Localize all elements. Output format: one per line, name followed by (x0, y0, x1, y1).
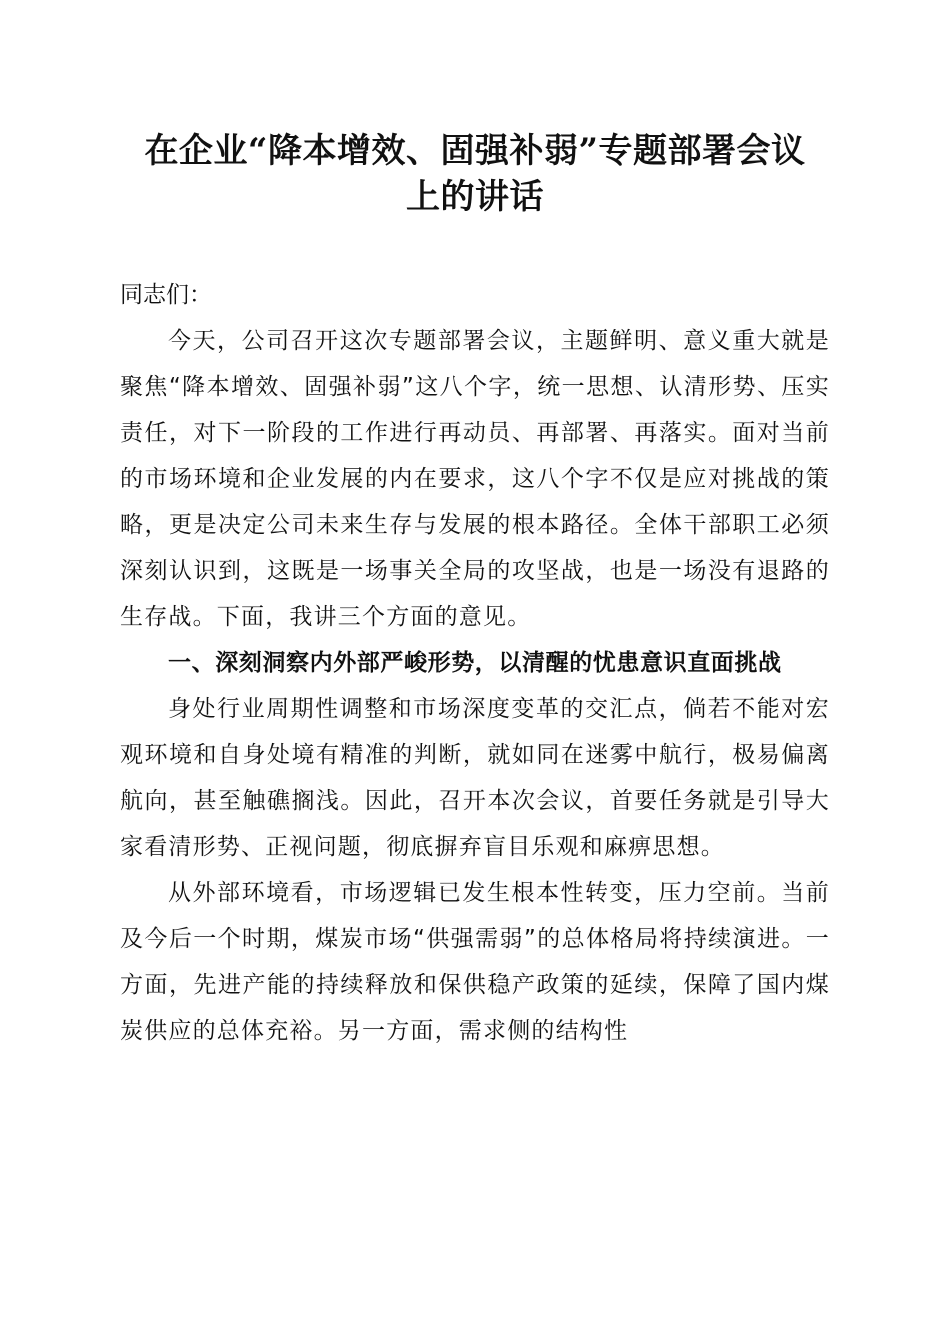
section-1-heading: 一、深刻洞察内外部严峻形势，以清醒的忧患意识直面挑战 (168, 650, 782, 676)
title-line-2: 上的讲话 (406, 177, 544, 217)
document-body (120, 272, 830, 1054)
title-line-1: 在企业“降本增效、固强补弱”专题部署会议 (144, 131, 806, 171)
section-1-paragraph-2: 从外部环境看，市场逻辑已发生根本性转变，压力空前。当前及今后一个时期，煤炭市场“供强需弱”的总体格局将持续演进。一方面，先进产能的持续释放和保供稳产政策的延续，保障了国内煤炭供应的总体充裕。另一方面，需求侧的结构性 (120, 880, 830, 1044)
document-title (120, 128, 830, 220)
section-1-paragraph-1: 身处行业周期性调整和市场深度变革的交汇点，倘若不能对宏观环境和自身处境有精准的判断，就如同在迷雾中航行，极易偏离航向，甚至触礁搁浅。因此，召开本次会议，首要任务就是引导大家看清形势、正视问题，彻底摒弃盲目乐观和麻痹思想。 (120, 696, 830, 860)
greeting: 同志们： (120, 282, 212, 308)
intro-paragraph: 今天，公司召开这次专题部署会议，主题鲜明、意义重大就是聚焦“降本增效、固强补弱”这八个字，统一思想、认清形势、压实责任，对下一阶段的工作进行再动员、再部署、再落实。面对当前的市场环境和企业发展的内在要求，这八个字不仅是应对挑战的策略，更是决定公司未来生存与发展的根本路径。全体干部职工必须深刻认识到，这既是一场事关全局的攻坚战，也是一场没有退路的生存战。下面，我讲三个方面的意见。 (120, 328, 830, 630)
document-page (120, 128, 830, 1054)
